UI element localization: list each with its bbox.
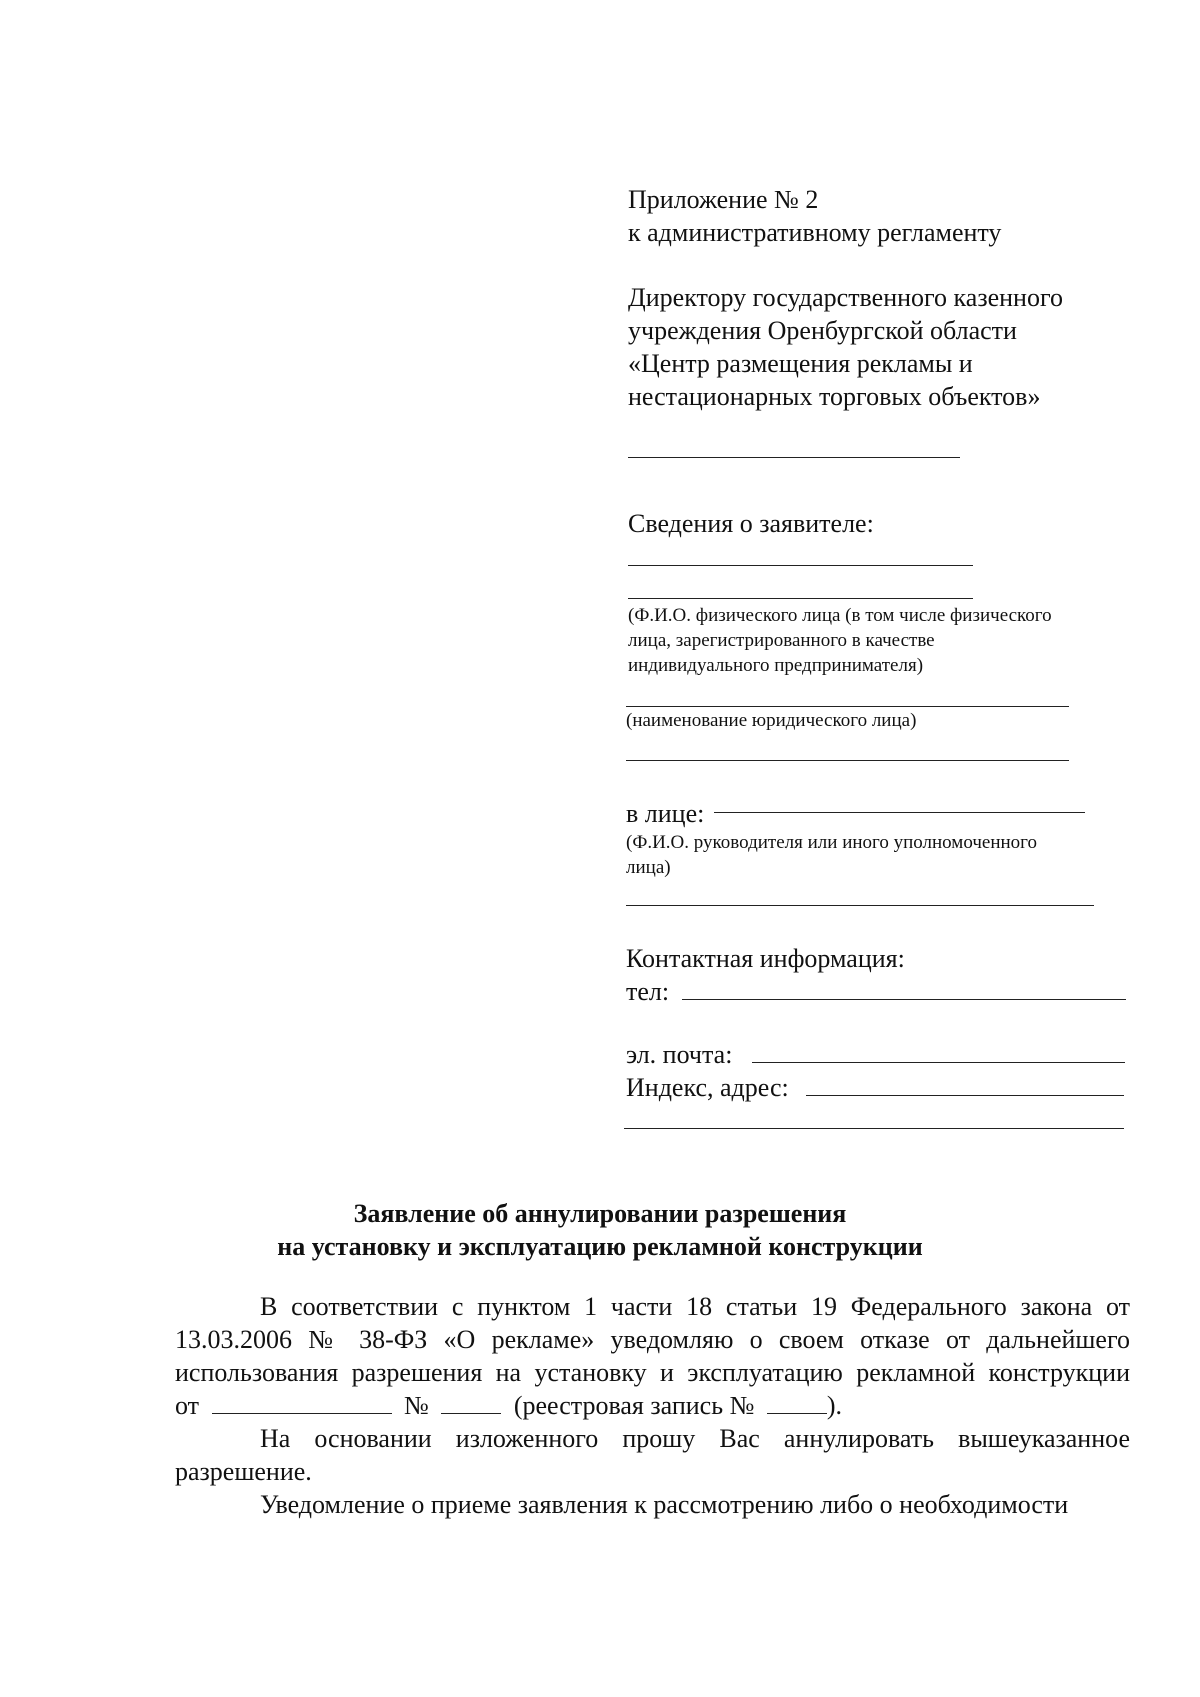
body-p2-line-1: На основании изложенного прошу Вас аннулировать вышеуказанное bbox=[260, 1424, 1130, 1453]
email-field[interactable] bbox=[752, 1062, 1125, 1063]
registry-number-field[interactable] bbox=[767, 1413, 827, 1414]
body-p1-line-3: использования разрешения на установку и эксплуатацию рекламной конструкции bbox=[175, 1358, 1130, 1387]
permit-date-field[interactable] bbox=[212, 1413, 392, 1414]
addressee-line-4: нестационарных торговых объектов» bbox=[628, 382, 1041, 411]
representative-note-line-1: (Ф.И.О. руководителя или иного уполномоченного bbox=[626, 832, 1037, 853]
phone-label: тел: bbox=[626, 977, 670, 1006]
represented-field[interactable] bbox=[714, 812, 1085, 813]
permit-number-field[interactable] bbox=[441, 1413, 501, 1414]
document-title-line-2: на установку и эксплуатацию рекламной конструкции bbox=[277, 1232, 923, 1261]
address-label: Индекс, адрес: bbox=[626, 1073, 789, 1102]
addressee-line-1: Директору государственного казенного bbox=[628, 283, 1063, 312]
fio-note-line-3: индивидуального предпринимателя) bbox=[628, 655, 924, 676]
legal-entity-field-2[interactable] bbox=[626, 760, 1069, 761]
contacts-heading: Контактная информация: bbox=[626, 944, 905, 973]
fio-note-line-1: (Ф.И.О. физического лица (в том числе физического bbox=[628, 605, 1052, 626]
legal-entity-note: (наименование юридического лица) bbox=[626, 710, 917, 731]
legal-entity-field[interactable] bbox=[626, 706, 1069, 707]
body-p1-line-2: 13.03.2006 № 38-ФЗ «О рекламе» уведомляю о своем отказе от дальнейшего bbox=[175, 1325, 1130, 1354]
body-p3-line-1: Уведомление о приеме заявления к рассмотрению либо о необходимости bbox=[260, 1490, 1069, 1519]
registry-close: ). bbox=[826, 1391, 843, 1420]
phone-field[interactable] bbox=[682, 999, 1126, 1000]
representative-field[interactable] bbox=[626, 905, 1094, 906]
applicant-fio-field-1[interactable] bbox=[628, 565, 973, 566]
body-p1-line-4 bbox=[175, 1389, 842, 1422]
document-title-line-1: Заявление об аннулировании разрешения bbox=[353, 1199, 847, 1228]
addressee-line-3: «Центр размещения рекламы и bbox=[628, 349, 973, 378]
address-field-2[interactable] bbox=[624, 1128, 1124, 1129]
applicant-fio-field-2[interactable] bbox=[628, 598, 973, 599]
applicant-heading: Сведения о заявителе: bbox=[628, 509, 874, 538]
from-label: от bbox=[175, 1391, 200, 1420]
registry-label: (реестровая запись № bbox=[513, 1391, 755, 1420]
body-p1-line-1: В соответствии с пунктом 1 части 18 статьи 19 Федерального закона от bbox=[260, 1292, 1130, 1321]
director-name-field[interactable] bbox=[628, 457, 960, 458]
represented-label: в лице: bbox=[626, 799, 705, 828]
appendix-number: Приложение № 2 bbox=[628, 185, 819, 214]
number-label: № bbox=[404, 1391, 429, 1420]
addressee-line-2: учреждения Оренбургской области bbox=[628, 316, 1017, 345]
email-label: эл. почта: bbox=[626, 1040, 733, 1069]
body-p2-line-2: разрешение. bbox=[175, 1457, 312, 1486]
address-field[interactable] bbox=[806, 1095, 1124, 1096]
representative-note-line-2: лица) bbox=[626, 857, 671, 878]
fio-note-line-2: лица, зарегистрированного в качестве bbox=[628, 630, 935, 651]
appendix-reference: к административному регламенту bbox=[628, 218, 1002, 247]
